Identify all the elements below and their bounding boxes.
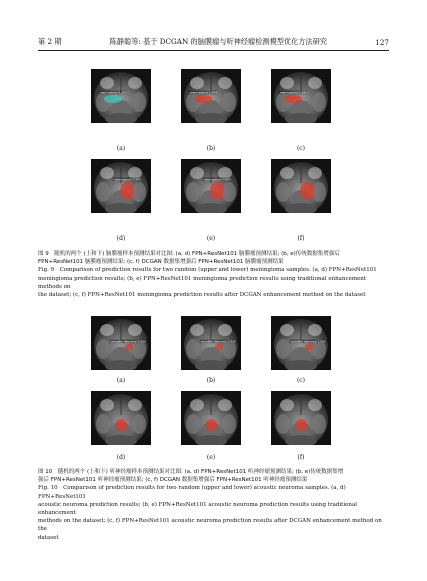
right-temporal-lobe xyxy=(312,414,326,434)
tumor-mask xyxy=(215,344,223,350)
mri-image xyxy=(91,159,151,213)
left-temporal-lobe xyxy=(276,339,290,359)
left-temporal-lobe xyxy=(96,182,110,202)
fig10-label-c: (c) xyxy=(296,377,306,384)
right-temporal-lobe xyxy=(222,92,236,112)
left-orbit xyxy=(190,77,204,89)
mri-image xyxy=(91,69,151,123)
left-orbit xyxy=(190,324,204,336)
detection-label: acoustic neuroma 1,000 xyxy=(290,339,326,344)
fig10-label-b: (b) xyxy=(206,377,216,384)
left-orbit xyxy=(280,324,294,336)
fig9-panel-f xyxy=(271,159,331,213)
right-temporal-lobe xyxy=(132,414,146,434)
fig9-caption-zh-line-1: 图 9 随机的两个 (上和下) 脑膜瘤样本预测结果对比图: (a, d) FPN+ResNet101 脑膜瘤预测结果; (b, e)传统数据集增强后 xyxy=(38,251,340,257)
detection-label: acoustic neuroma 1,000 xyxy=(110,339,146,344)
fig9-label-d: (d) xyxy=(116,235,126,242)
mri-image xyxy=(271,316,331,370)
fig10-panel-f xyxy=(271,391,331,445)
detection-label: meningioma 1,000 xyxy=(99,90,128,95)
right-temporal-lobe xyxy=(132,92,146,112)
header-rule xyxy=(38,50,389,51)
right-orbit xyxy=(308,77,322,89)
mri-image xyxy=(271,159,331,213)
right-orbit xyxy=(218,77,232,89)
left-temporal-lobe xyxy=(276,414,290,434)
fig9-label-e: (e) xyxy=(206,235,216,242)
right-orbit xyxy=(218,324,232,336)
detection-label: meningioma 0,990 xyxy=(113,177,142,182)
fig9-caption-en-line-3: the dataset; (c, f) FPN+ResNet101 meningioma prediction results after DCGAN enhancement method on the dataset xyxy=(38,292,366,299)
left-orbit xyxy=(100,399,114,411)
issue-number: 第 2 期 xyxy=(38,37,62,46)
fig10-caption-en-line-2: acoustic neuroma prediction results; (b, e) FPN+ResNet101 acoustic neuroma prediction results using traditional enhancement xyxy=(38,501,357,517)
right-orbit xyxy=(308,399,322,411)
left-orbit xyxy=(280,167,294,179)
fig10-panel-b xyxy=(181,316,241,370)
right-temporal-lobe xyxy=(132,182,146,202)
fig9-panel-a xyxy=(91,69,151,123)
detection-label: meningioma 0,990 xyxy=(203,177,232,182)
fig9-label-b: (b) xyxy=(206,145,216,152)
tumor-mask xyxy=(104,95,122,103)
tumor-mask xyxy=(300,182,314,200)
mri-image xyxy=(271,391,331,445)
fig9-caption-zh-line-2: FPN+ResNet101 脑膜瘤预测结果; (c, f) DCGAN 数据集增强后 FPN+ResNet101 脑膜瘤预测结果 xyxy=(38,259,284,266)
tumor-mask xyxy=(305,344,313,350)
fig10-panel-c xyxy=(271,316,331,370)
left-temporal-lobe xyxy=(276,182,290,202)
fig10-label-a: (a) xyxy=(116,377,126,384)
detection-label: acoustic neuroma 1,000 xyxy=(200,339,236,344)
left-temporal-lobe xyxy=(186,414,200,434)
fig9-label-a: (a) xyxy=(116,145,126,152)
mri-image xyxy=(181,391,241,445)
left-orbit xyxy=(190,399,204,411)
fig9-label-f: (f) xyxy=(297,235,305,242)
fig10-caption-zh-line-1: 图 10 随机的两个 (上和下) 听神经瘤样本预测结果对比图: (a, d) FPN+ResNet101 听神经瘤预测结果; (b, e)传统数据集增 xyxy=(38,469,344,475)
article-title: 陈静聪等: 基于 DCGAN 的脑膜瘤与听神经瘤检测模型优化方法研究 xyxy=(109,37,328,46)
right-orbit xyxy=(128,77,142,89)
fig10-caption-en-line-3: methods on the dataset; (c, f) FPN+ResNet101 acoustic neuroma prediction results after DCGAN enhancement method on the xyxy=(38,518,382,533)
right-orbit xyxy=(308,167,322,179)
running-header xyxy=(38,36,389,48)
right-temporal-lobe xyxy=(312,182,326,202)
left-orbit xyxy=(280,77,294,89)
fig10-caption-en-line-4: dataset xyxy=(38,534,59,541)
fig10-panel-a xyxy=(91,316,151,370)
left-temporal-lobe xyxy=(96,339,110,359)
fig10-label-f: (f) xyxy=(297,454,305,461)
mri-image xyxy=(91,391,151,445)
mri-image xyxy=(181,316,241,370)
mri-image xyxy=(91,316,151,370)
left-orbit xyxy=(100,167,114,179)
mri-image xyxy=(181,159,241,213)
fig9-panel-e xyxy=(181,159,241,213)
fig10-label-e: (e) xyxy=(206,454,216,461)
right-orbit xyxy=(308,324,322,336)
right-temporal-lobe xyxy=(222,182,236,202)
detection-label: meningioma 0,986 xyxy=(279,90,308,95)
mri-image xyxy=(181,69,241,123)
fig9-panel-d xyxy=(91,159,151,213)
fig10-caption-zh-line-2: 强后 FPN+ResNet101 听神经瘤预测结果; (c, f) DCGAN 数据集增强后 FPN+ResNet101 听神经瘤预测结果 xyxy=(38,477,308,484)
right-orbit xyxy=(218,399,232,411)
right-orbit xyxy=(128,324,142,336)
tumor-mask xyxy=(295,419,307,431)
mri-image xyxy=(271,69,331,123)
right-orbit xyxy=(128,399,142,411)
left-orbit xyxy=(100,77,114,89)
left-temporal-lobe xyxy=(186,182,200,202)
tumor-mask xyxy=(120,182,134,200)
left-orbit xyxy=(280,399,294,411)
fig10-label-d: (d) xyxy=(116,454,126,461)
left-orbit xyxy=(190,167,204,179)
fig10-panel-d xyxy=(91,391,151,445)
figure-9-caption xyxy=(38,250,389,299)
tumor-mask xyxy=(205,419,217,431)
fig9-label-c: (c) xyxy=(296,145,306,152)
page-number: 127 xyxy=(375,37,389,47)
left-orbit xyxy=(100,324,114,336)
left-temporal-lobe xyxy=(96,414,110,434)
right-temporal-lobe xyxy=(222,414,236,434)
figure-10-caption xyxy=(38,468,389,542)
fig9-caption-en-line-2: meningioma prediction results; (b, e) FPN+ResNet101 meningioma prediction results using traditional enhancement methods on xyxy=(38,275,367,290)
fig10-caption-en-line-1: Fig. 10 Comparison of prediction results for two random (upper and lower) acoustic neuroma samples. (a, d) FPN+ResNet101 xyxy=(38,485,346,500)
left-temporal-lobe xyxy=(186,339,200,359)
fig9-panel-c xyxy=(271,69,331,123)
detection-label: meningioma 0,944 xyxy=(189,90,218,95)
fig9-caption-en-line-1: Fig. 9 Comparison of prediction results for two random (upper and lower) meningioma samples. (a, d) FPN+ResNet101 xyxy=(38,267,377,274)
fig10-panel-e xyxy=(181,391,241,445)
tumor-mask xyxy=(194,95,212,103)
tumor-mask xyxy=(125,344,133,350)
tumor-mask xyxy=(284,95,302,103)
tumor-mask xyxy=(115,419,127,431)
right-temporal-lobe xyxy=(312,92,326,112)
tumor-mask xyxy=(210,182,224,200)
fig9-panel-b xyxy=(181,69,241,123)
